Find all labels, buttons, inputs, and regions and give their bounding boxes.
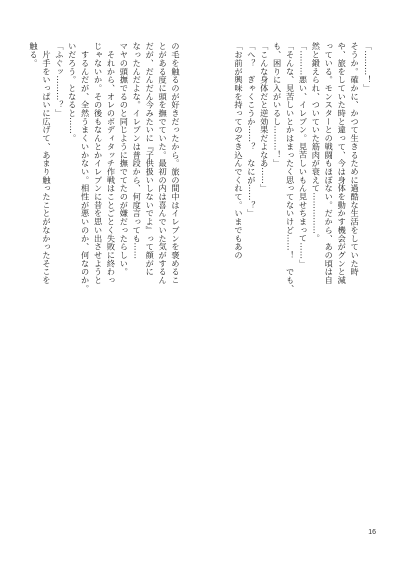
text-line: 「………悪い、イレブン。見苦しいもん見せちまって……」 <box>298 42 309 268</box>
text-line: するんだが、全然うまくいかない。相性が悪いのか、何なのか。 <box>80 42 91 293</box>
text-line: 片手をいっぱいに広げて、あまり触ったことがなかったそこを <box>41 42 52 285</box>
text-line: とがある度に頭を撫でていた。最初の内は喜んでいた気がするん <box>158 42 169 285</box>
text-line: マヤの頭撫でるのと同じように撫でてたのが嫌だったらしい。 <box>119 42 130 276</box>
text-line: 「こんな身体だと逆効果だよなあ……」 <box>259 42 270 193</box>
text-line: の毛を触るのが好きだったから。旅の間中はイレブンを褒めるこ <box>171 42 181 285</box>
text-line: じゃないか。その後もなんとかイレブンに昔を思い出させようと <box>93 42 104 285</box>
text-line: 「………！」 <box>363 42 373 93</box>
text-line: っている。モンスターとの戦闘もほぼない。だから、あの頃は自 <box>324 42 335 285</box>
text-line: や、旅をしていた時と違って、今は身体を動かす機会がグンと減 <box>337 42 348 285</box>
text-line: いだろう。となると……。 <box>67 42 78 143</box>
text-column-right <box>232 42 374 512</box>
text-line: 「へ？ ぎゃくこうか……？ なにが……？」 <box>246 42 257 218</box>
text-line: そうか。確かに、かつて生きるために過酷な生活をしていた時 <box>350 42 361 276</box>
page-number: 16 <box>368 529 376 536</box>
text-line: なったんだよな。イレブンは普段から、何度言っても…… <box>132 42 143 260</box>
text-line: も、困りに入がいるし………！」 <box>272 42 283 168</box>
text-line: 「お前が興味を持ってのぞき込んでくれて。いまでもあの <box>233 42 244 260</box>
text-line: 触る。 <box>29 42 40 68</box>
text-line: それから、オレのボディタッチ作戦はことごとく失敗に終わっ <box>106 42 117 285</box>
text-line: 然と鍛えられ、ついていた筋肉が衰えて……………。 <box>311 42 322 243</box>
text-line: 「そんな、見苦しいとかはまったく思ってないけど……！ でも、 <box>285 42 296 293</box>
text-line: だが、だんだん今みたいに『子供扱いしないでよ』って顔がに <box>145 42 156 276</box>
text-line: 「ふぐッ………？」 <box>54 42 65 118</box>
text-column-left <box>27 42 182 512</box>
